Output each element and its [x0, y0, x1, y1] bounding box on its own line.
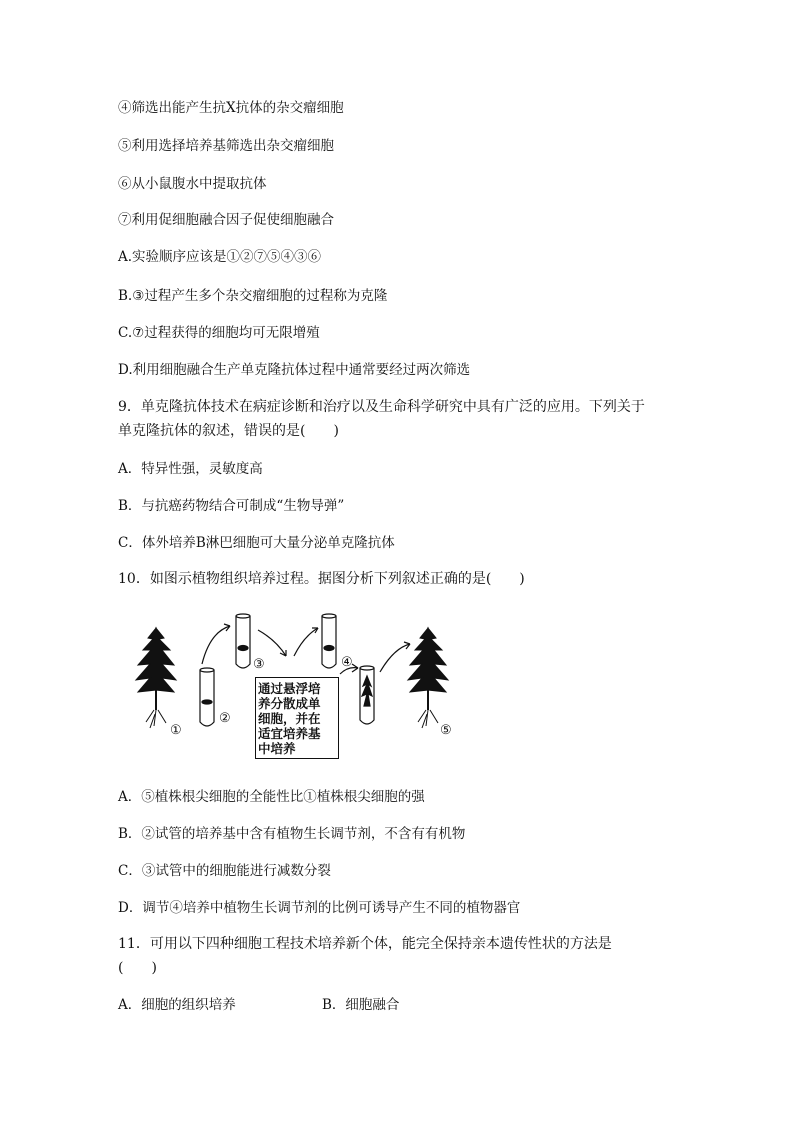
q9-option-c: C．体外培养B淋巴细胞可大量分泌单克隆抗体 [118, 535, 395, 551]
statement-7: ⑦利用促细胞融合因子促使细胞融合 [118, 212, 334, 228]
label-4: ④ [341, 655, 353, 670]
q10-option-d: D．调节④培养中植物生长调节剂的比例可诱导产生不同的植物器官 [118, 900, 521, 916]
q10-stem: 10．如图示植物组织培养过程。据图分析下列叙述正确的是( ) [118, 571, 525, 587]
q10-option-b: B．②试管的培养基中含有植物生长调节剂，不含有有机物 [118, 826, 466, 842]
label-2: ② [219, 711, 231, 726]
q9-option-b: B．与抗癌药物结合可制成“生物导弹” [118, 498, 345, 514]
q10-option-c: C．③试管中的细胞能进行减数分裂 [118, 863, 331, 879]
q9-stem-line2: 单克隆抗体的叙述，错误的是( ) [118, 423, 339, 439]
tube-4 [322, 614, 336, 668]
statement-6: ⑥从小鼠腹水中提取抗体 [118, 176, 267, 192]
tube-3 [236, 614, 250, 668]
plant-1 [136, 628, 176, 728]
q10-option-a: A．⑤植株根尖细胞的全能性比①植株根尖细胞的强 [118, 789, 425, 805]
label-5: ⑤ [440, 723, 452, 738]
q11-option-a: A．细胞的组织培养 [118, 997, 236, 1013]
q8-option-a: A.实验顺序应该是①②⑦⑤④③⑥ [118, 249, 322, 265]
q9-option-a: A．特异性强，灵敏度高 [118, 461, 263, 477]
q11-stem-line2: ( ) [118, 960, 157, 976]
q9-stem-line1: 9．单克隆抗体技术在病症诊断和治疗以及生命科学研究中具有广泛的应用。下列关于 [118, 399, 645, 415]
q11-stem-line1: 11．可用以下四种细胞工程技术培养新个体，能完全保持亲本遗传性状的方法是 [118, 936, 612, 952]
q8-option-b: B.③过程产生多个杂交瘤细胞的过程称为克隆 [118, 288, 388, 304]
label-1: ① [170, 723, 182, 738]
q8-option-d: D.利用细胞融合生产单克隆抗体过程中通常要经过两次筛选 [118, 362, 471, 378]
figure-caption-box: 通过悬浮培 养分散成单 细胞，并在 适宜培养基 中培养 [255, 677, 339, 759]
statement-5: ⑤利用选择培养基筛选出杂交瘤细胞 [118, 138, 334, 154]
tube-plantlet [360, 666, 374, 724]
statement-4: ④筛选出能产生抗X抗体的杂交瘤细胞 [118, 100, 344, 116]
q8-option-c: C.⑦过程获得的细胞均可无限增殖 [118, 325, 320, 341]
label-3: ③ [253, 657, 265, 672]
q11-option-b: B．细胞融合 [322, 997, 400, 1013]
process-arrows [202, 624, 410, 674]
tube-2 [200, 668, 214, 726]
plant-5 [408, 628, 448, 728]
